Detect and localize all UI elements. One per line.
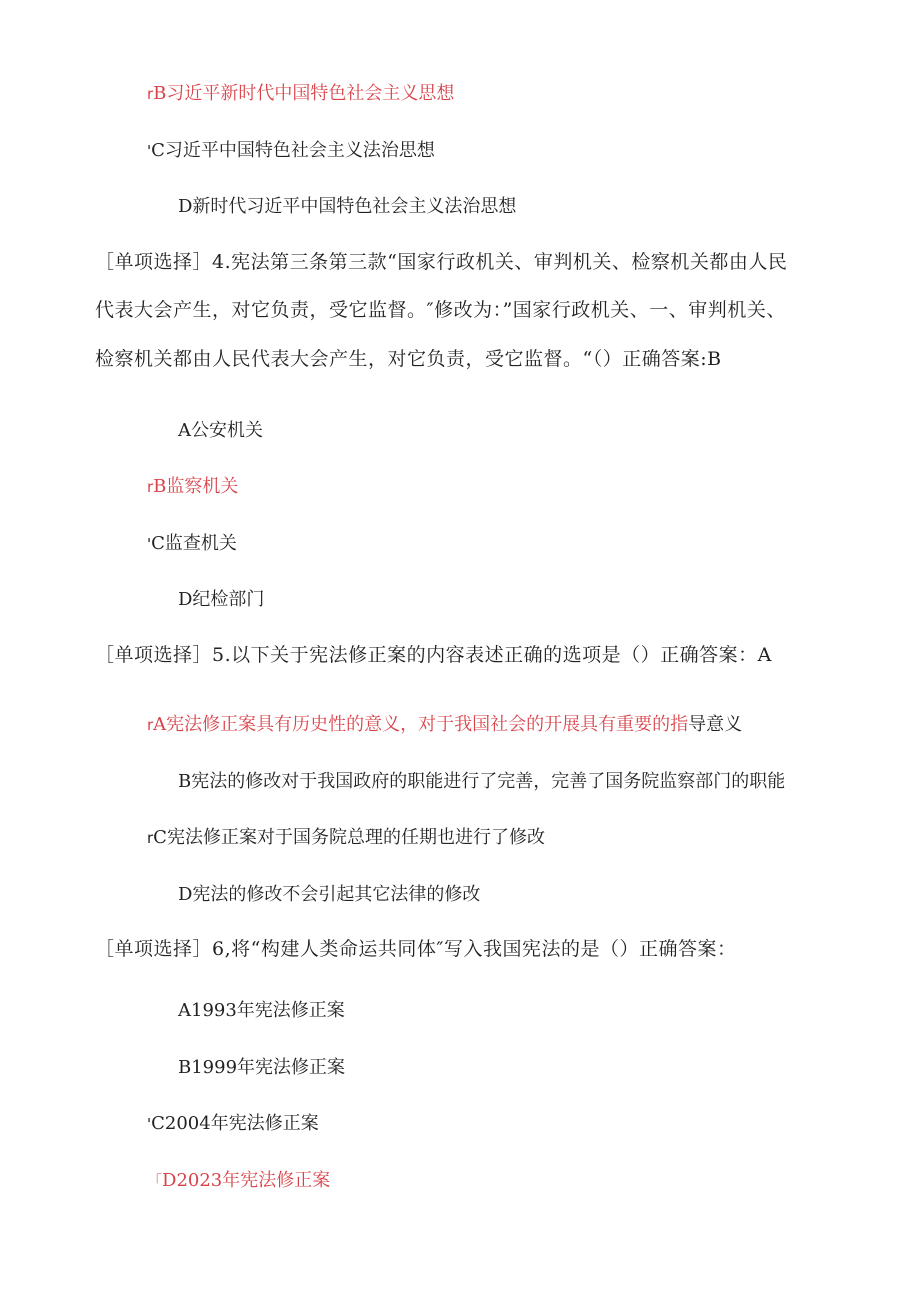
option-text: B1999年宪法修正案 xyxy=(178,1057,346,1078)
q3-option-b[interactable] xyxy=(147,82,454,106)
option-text-highlighted: A宪法修正案具有历史性的意义，对于我国社会的开展具有重要的指 xyxy=(153,714,689,735)
option-text: D宪法的修改不会引起其它法律的修改 xyxy=(178,884,481,905)
option-marker: r xyxy=(147,829,154,847)
q5-option-a[interactable] xyxy=(147,713,742,737)
q5-option-d[interactable] xyxy=(178,883,480,907)
q6-option-a[interactable] xyxy=(178,999,345,1023)
option-text: C监查机关 xyxy=(151,533,237,554)
q4-option-a[interactable] xyxy=(178,419,263,443)
q6-option-d[interactable] xyxy=(147,1169,330,1193)
q4-option-b[interactable] xyxy=(147,475,238,499)
option-text: C习近平中国特色社会主义法治思想 xyxy=(151,140,435,161)
q4-question-line-1: ［单项选择］4.宪法第三条第三款“国家行政机关、审判机关、检察机关都由人民 xyxy=(95,251,788,273)
option-text: B宪法的修改对于我国政府的职能进行了完善，完善了国务院监察部门的职能 xyxy=(178,771,786,792)
q5-question-line-1: ［单项选择］5.以下关于宪法修正案的内容表述正确的选项是（）正确答案：A xyxy=(95,644,772,666)
option-marker: r xyxy=(147,716,154,734)
option-text: D纪检部门 xyxy=(178,589,265,610)
q3-option-d[interactable] xyxy=(178,195,516,219)
option-marker: ' xyxy=(147,142,152,160)
option-text: D2023年宪法修正案 xyxy=(162,1170,331,1191)
option-text: C2004年宪法修正案 xyxy=(151,1113,319,1134)
option-text: C宪法修正案对于国务院总理的任期也进行了修改 xyxy=(153,827,545,848)
q5-option-b[interactable] xyxy=(178,770,785,794)
option-text: B监察机关 xyxy=(153,476,239,497)
option-marker: r xyxy=(147,478,154,496)
q6-option-b[interactable] xyxy=(178,1056,345,1080)
option-marker: ' xyxy=(147,1115,152,1133)
q6-question-line-1: ［单项选择］6,将“构建人类命运共同体″写入我国宪法的是（）正确答案： xyxy=(95,938,737,960)
q4-question-line-3: 检察机关都由人民代表大会产生，对它负责，受它监督。“（）正确答案:B xyxy=(95,348,722,370)
q4-option-c[interactable] xyxy=(147,532,237,556)
option-text: A1993年宪法修正案 xyxy=(178,1000,345,1021)
q4-question-line-2: 代表大会产生，对它负责，受它监督。″修改为：”国家行政机关、一、审判机关、 xyxy=(95,299,786,321)
option-marker: 「 xyxy=(147,1172,163,1190)
q4-option-d[interactable] xyxy=(178,588,264,612)
option-text-rest: 导意义 xyxy=(688,714,743,735)
option-text: D新时代习近平中国特色社会主义法治思想 xyxy=(178,196,517,217)
option-marker: ' xyxy=(147,535,152,553)
q5-option-c[interactable] xyxy=(147,826,545,850)
option-text: B习近平新时代中国特色社会主义思想 xyxy=(153,83,455,104)
q6-option-c[interactable] xyxy=(147,1112,319,1136)
option-marker: r xyxy=(147,85,154,103)
q3-option-c[interactable] xyxy=(147,139,435,163)
option-text: A公安机关 xyxy=(178,420,263,441)
